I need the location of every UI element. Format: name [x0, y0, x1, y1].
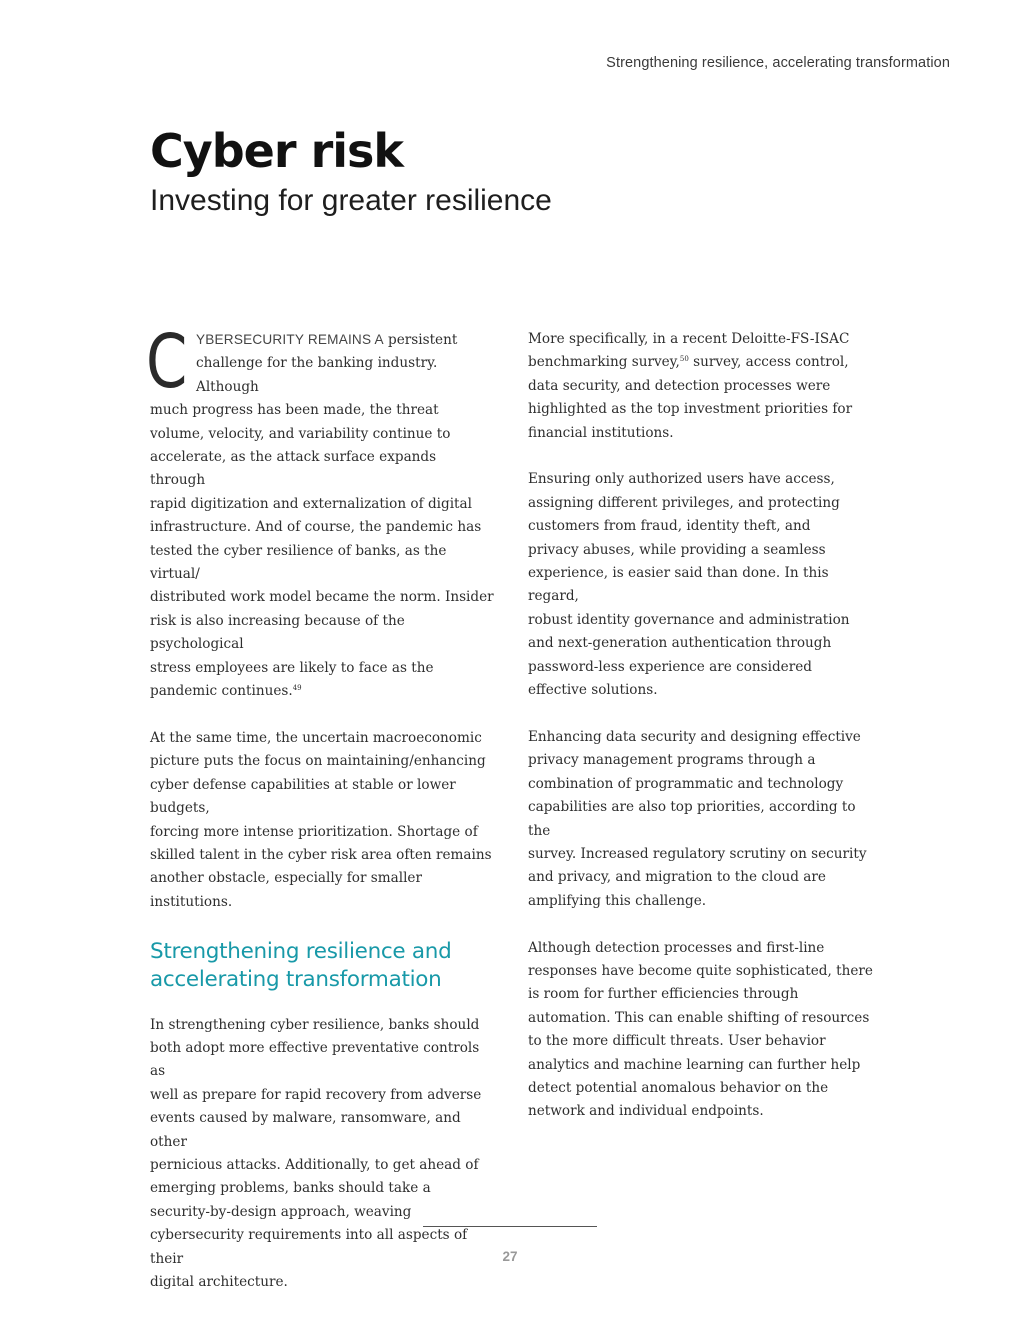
footnote-ref-49: 49: [292, 684, 302, 693]
section-heading: Strengthening resilience and accelerating transformation: [150, 938, 452, 992]
intro-line-1: persistent: [383, 332, 458, 348]
running-header: Strengthening resilience, accelerating transformation: [606, 55, 950, 71]
detection-paragraph: Although detection processes and first-line responses have become quite sophisticated, there is room for further efficiencies through automation. This can enable shifting of resources to the more difficult threats. User behavior analytics and machine learning can further help detect potential anomalous behavior on the network and individual endpoints.: [528, 939, 873, 1120]
page-title: Cyber risk: [150, 124, 403, 178]
page-number: 27: [502, 1249, 518, 1264]
intro-line-3: much progress has been made, the threat: [150, 402, 439, 419]
intro-paragraph: [146, 319, 494, 704]
survey-text-b: survey, access control, data security, and detection processes were highlighted as the top investment priorities for financial institutions.: [528, 354, 853, 441]
macroeconomic-paragraph: At the same time, the uncertain macroeconomic picture puts the focus on maintaining/enhancing cyber defense capabilities at stable or lower budgets, forcing more intense prioritization. Shortage of skilled talent in the cyber risk area often remains another obstacle, especially for smaller institutions.: [150, 729, 492, 910]
footer-divider: [423, 1226, 597, 1227]
footnote-ref-50: 50: [679, 355, 689, 364]
identity-paragraph: Ensuring only authorized users have access, assigning different privileges, and protecting customers from fraud, identity theft, and privacy abuses, while providing a seamless experience, is easier said than done. In this regard, robust identity governance and administration and next-generation authentication through password-less experience are considered effective solutions.: [528, 471, 850, 699]
right-column: [528, 328, 878, 1147]
intro-line-2: challenge for the banking industry. Although: [196, 355, 438, 395]
data-security-paragraph: Enhancing data security and designing effective privacy management programs through a combination of programmatic and technology capabilities are also top priorities, according to the survey. Increased regulatory scrutiny on security and privacy, and migration to the cloud are amplifying this challenge.: [528, 728, 867, 909]
survey-paragraph: [528, 328, 878, 445]
resilience-paragraph: In strengthening cyber resilience, banks should both adopt more effective preventative controls as well as prepare for rapid recovery from adverse events caused by malware, ransomware, and other pernicious attacks. Additionally, to get ahead of emerging problems, banks should take a security-by-design approach, weaving cybersecurity requirements into all aspects of their digital architecture.: [150, 1016, 482, 1290]
left-column: [146, 319, 494, 1318]
intro-paragraph-rest: volume, velocity, and variability continue to accelerate, as the attack surface expands through rapid digitization and externalization of digital infrastructure. And of course, the pandemic has tested the cyber resilience of banks, as the virtual/ distributed work model became the norm. Insider risk is also increasing because of the psychological stress employees are likely to face as the pandemic continues.: [150, 425, 494, 700]
page-subtitle: Investing for greater resilience: [150, 184, 552, 217]
lead-in-text: YBERSECURITY REMAINS A: [196, 332, 384, 347]
drop-cap: C: [146, 319, 188, 405]
survey-text-a: More specifically, in a recent Deloitte-FS-ISAC benchmarking survey,: [528, 331, 850, 371]
